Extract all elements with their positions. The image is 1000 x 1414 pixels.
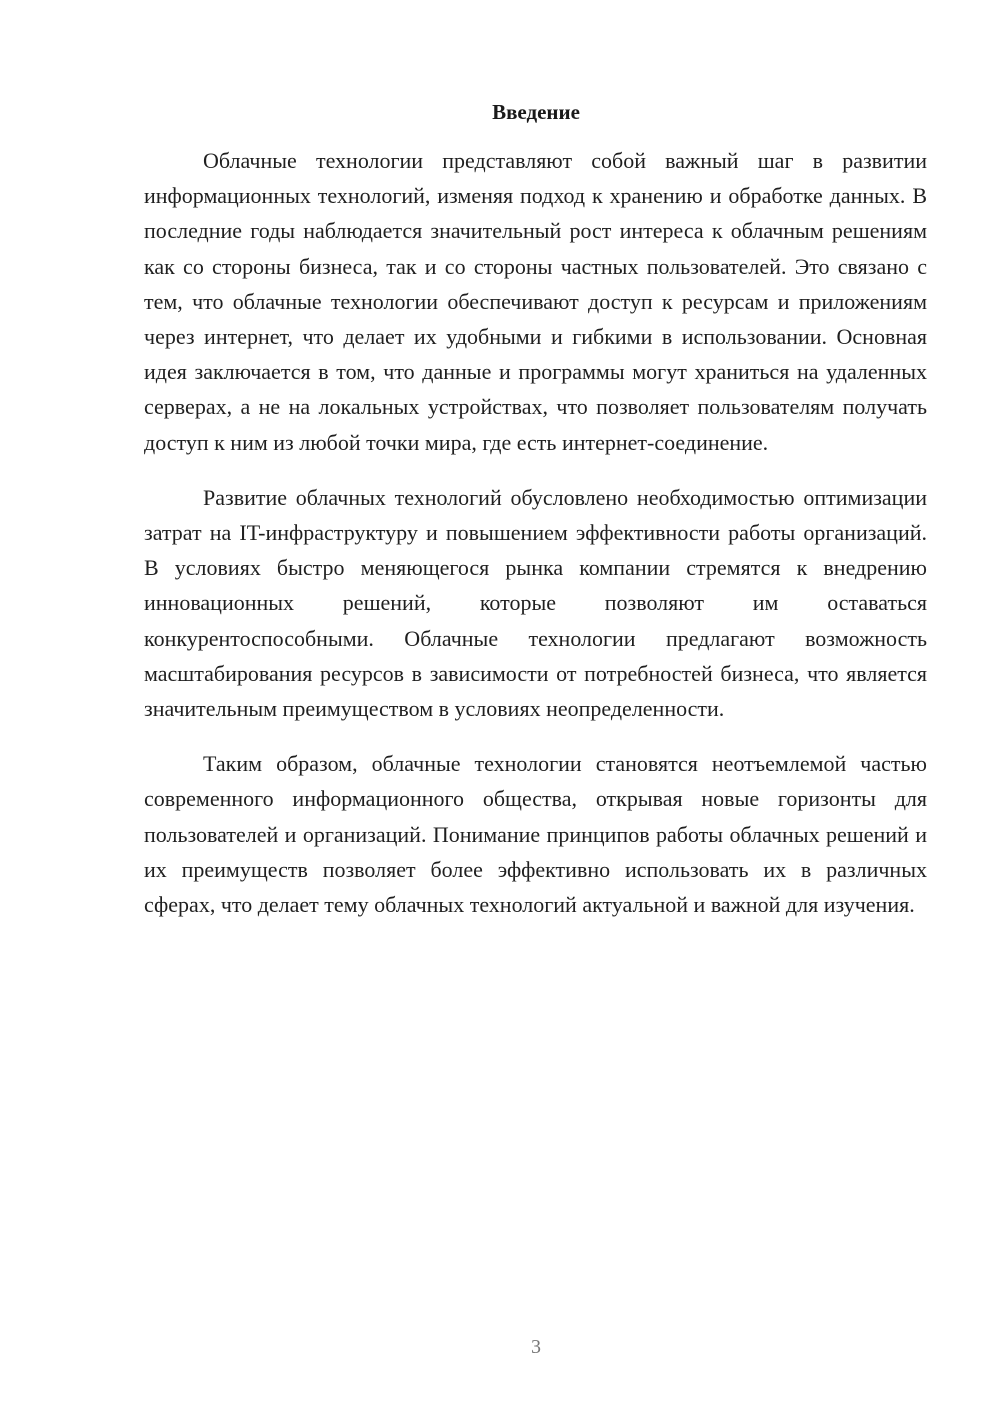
body-text <box>144 143 927 922</box>
paragraph-3: Таким образом, облачные технологии становятся неотъемлемой частью современного информационного общества, открывая новые горизонты для пользователей и организаций. Понимание принципов работы облачных решений и их преимуществ позволяет более эффективно использовать их в различных сферах, что делает тему облачных технологий актуальной и важной для изучения. <box>144 751 927 918</box>
section-heading: Введение <box>492 100 580 124</box>
paragraph-2: Развитие облачных технологий обусловлено необходимостью оптимизации затрат на IT-инфраструктуру и повышением эффективности работы организаций. В условиях быстро меняющегося рынка компании стремятся к внедрению инновационных решений, которые позволяют им оставаться конкурентоспособными. Облачные технологии предлагают возможность масштабирования ресурсов в зависимости от потребностей бизнеса, что является значительным преимуществом в условиях неопределенности. <box>144 484 927 722</box>
paragraph-1: Облачные технологии представляют собой важный шаг в развитии информационных технологий, изменяя подход к хранению и обработке данных. В последние годы наблюдается значительный рост интереса к облачным решениям как со стороны бизнеса, так и со стороны частных пользователей. Это связано с тем, что облачные технологии обеспечивают доступ к ресурсам и приложениям через интернет, что делает их удобными и гибкими в использовании. Основная идея заключается в том, что данные и программы могут храниться на удаленных серверах, а не на локальных устройствах, что позволяет пользователям получать доступ к ним из любой точки мира, где есть интернет-соединение. <box>144 148 927 455</box>
page-number: 3 <box>531 1336 541 1358</box>
